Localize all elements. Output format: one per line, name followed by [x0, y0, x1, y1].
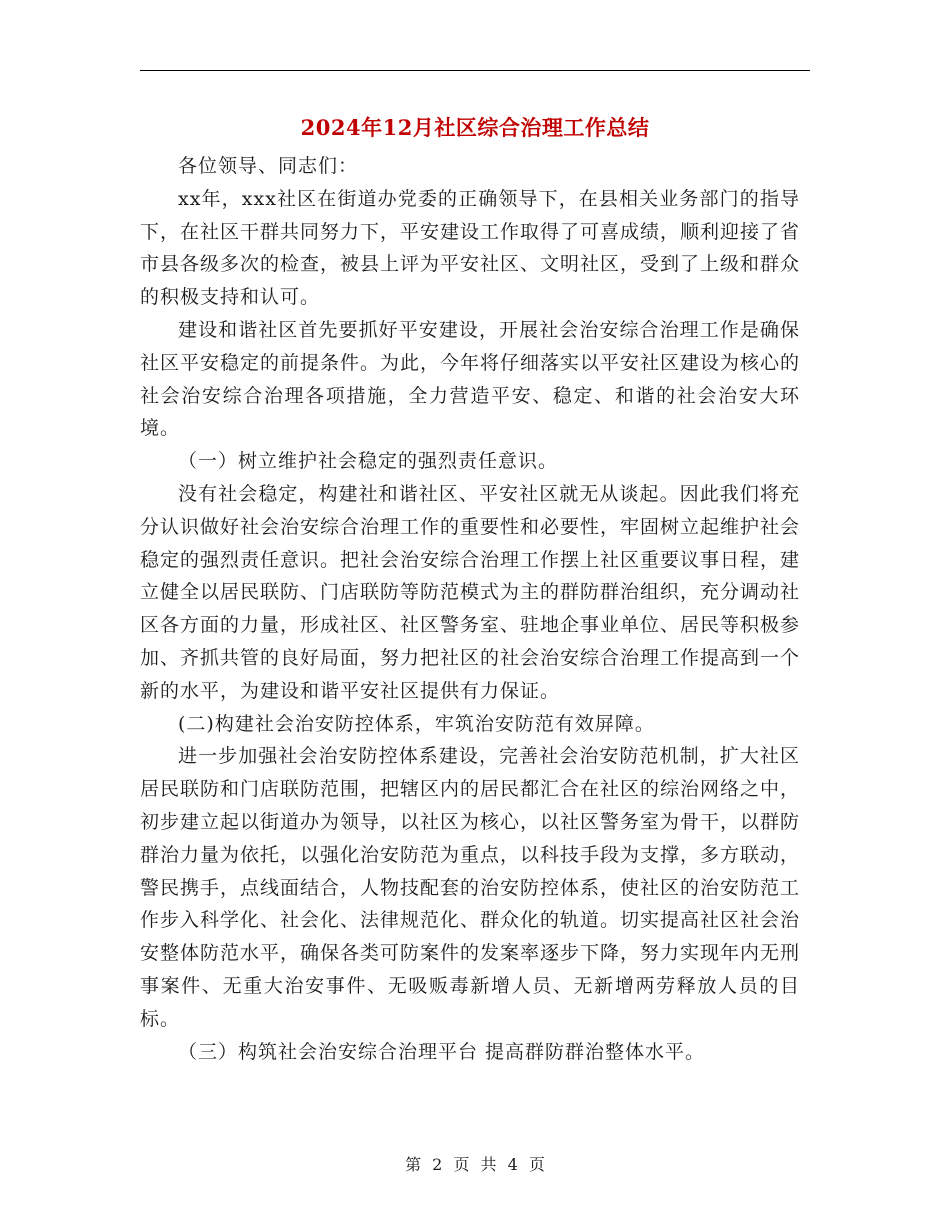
body-paragraph: 建设和谐社区首先要抓好平安建设，开展社会治安综合治理工作是确保社区平安稳定的前提条件。为此，今年将仔细落实以平安社区建设为核心的社会治安综合治理各项措施，全力营造平安、稳定、和谐的社会治安大环境。 [140, 318, 801, 440]
body-paragraph: 进一步加强社会治安防控体系建设，完善社会治安防范机制，扩大社区居民联防和门店联防范围，把辖区内的居民都汇合在社区的综治网络之中，初步建立起以街道办为领导，以社区为核心，以社区警务室为骨干，以群防群治力量为依托，以强化治安防范为重点，以科技手段为支撑，多方联动，警民携手，点线面结合，人物技配套的治安防控体系，使社区的治安防范工作步入科学化、社会化、法律规范化、群众化的轨道。切实提高社区社会治安整体防范水平，确保各类可防案件的发案率逐步下降，努力实现年内无刑事案件、无重大治安事件、无吸贩毒新增人员、无新增两劳释放人员的目标。 [140, 745, 801, 1030]
body-paragraph: 没有社会稳定，构建社和谐社区、平安社区就无从谈起。因此我们将充分认识做好社会治安综合治理工作的重要性和必要性，牢固树立起维护社会稳定的强烈责任意识。把社会治安综合治理工作摆上社区重要议事日程，建立健全以居民联防、门店联防等防范模式为主的群防群治组织，充分调动社区各方面的力量，形成社区、社区警务室、驻地企事业单位、居民等积极参加、齐抓共管的良好局面，努力把社区的社会治安综合治理工作提高到一个新的水平，为建设和谐平安社区提供有力保证。 [140, 482, 801, 702]
body-paragraph: xx年，xxx社区在街道办党委的正确领导下，在县相关业务部门的指导下，在社区干群共同努力下，平安建设工作取得了可喜成绩，顺利迎接了省市县各级多次的检查，被县上评为平安社区、文明社区，受到了上级和群众的积极支持和认可。 [140, 187, 801, 309]
header-rule [140, 70, 810, 71]
section-heading: （三）构筑社会治安综合治理平台 提高群防群治整体水平。 [178, 1040, 706, 1063]
salutation-paragraph: 各位领导、同志们： [178, 155, 359, 177]
section-heading: （一）树立维护社会稳定的强烈责任意识。 [178, 450, 559, 473]
document-title: 2024年12月社区综合治理工作总结 [300, 115, 650, 140]
document-body [140, 150, 800, 1068]
section-heading: (二)构建社会治安防控体系，牢筑治安防范有效屏障。 [178, 712, 655, 735]
page-number-footer: 第 2 页 共 4 页 [405, 1155, 545, 1174]
